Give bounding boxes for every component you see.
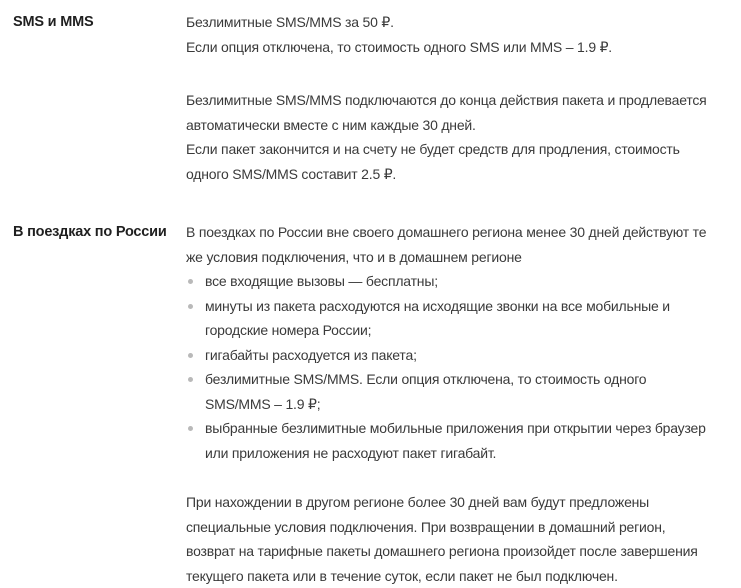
section-content-sms-mms (186, 10, 715, 186)
list-item (186, 294, 715, 343)
travel-intro-paragraph (186, 220, 715, 269)
sms-renewal-paragraph (186, 88, 715, 186)
text-line: При нахождении в другом регионе более 30 дней вам будут предложены специальные условия подключения. При возвращении в домашний регион, возврат на тарифные пакеты домашнего региона произойдет после завершения текущего пакета или в течение суток, если пакет не был подключен. (186, 494, 698, 584)
list-item (186, 416, 715, 465)
list-item (186, 367, 715, 416)
list-item-text: минуты из пакета расходуются на исходящие звонки на все мобильные и городские номера России; (205, 297, 670, 338)
section-sms-mms (13, 10, 715, 186)
list-item-text: все входящие вызовы — бесплатны; (205, 273, 438, 289)
travel-conditions-list (186, 269, 715, 465)
text-line: Если пакет закончится и на счету не будет средств для продления, стоимость одного SMS/MMS составит 2.5 ₽. (186, 141, 680, 182)
list-item (186, 269, 715, 294)
list-item-text: выбранные безлимитные мобильные приложения при открытии через браузер или приложения не расходуют пакет гигабайт. (205, 420, 706, 461)
text-line: Безлимитные SMS/MMS за 50 ₽. (186, 14, 394, 30)
section-content-travel-russia (186, 220, 715, 588)
text-line: Если опция отключена, то стоимость одного SMS или MMS – 1.9 ₽. (186, 38, 612, 55)
list-item (186, 343, 715, 368)
sms-pricing-paragraph (186, 10, 715, 59)
travel-outro-paragraph (186, 490, 715, 588)
text-line: Безлимитные SMS/MMS подключаются до конца действия пакета и продлевается автоматически вместе с ним каждые 30 дней. (186, 92, 707, 133)
section-label-sms-mms: SMS и MMS (13, 14, 94, 30)
list-item-text: гигабайты расходуется из пакета; (205, 346, 417, 363)
text-line: В поездках по России вне своего домашнего региона менее 30 дней действуют те же условия подключения, что и в домашнем регионе (186, 224, 707, 265)
list-item-text: безлимитные SMS/MMS. Если опция отключена, то стоимость одного SMS/MMS – 1.9 ₽; (205, 371, 647, 412)
section-travel-russia (13, 220, 715, 588)
section-label-travel-russia: В поездках по России (13, 224, 167, 240)
